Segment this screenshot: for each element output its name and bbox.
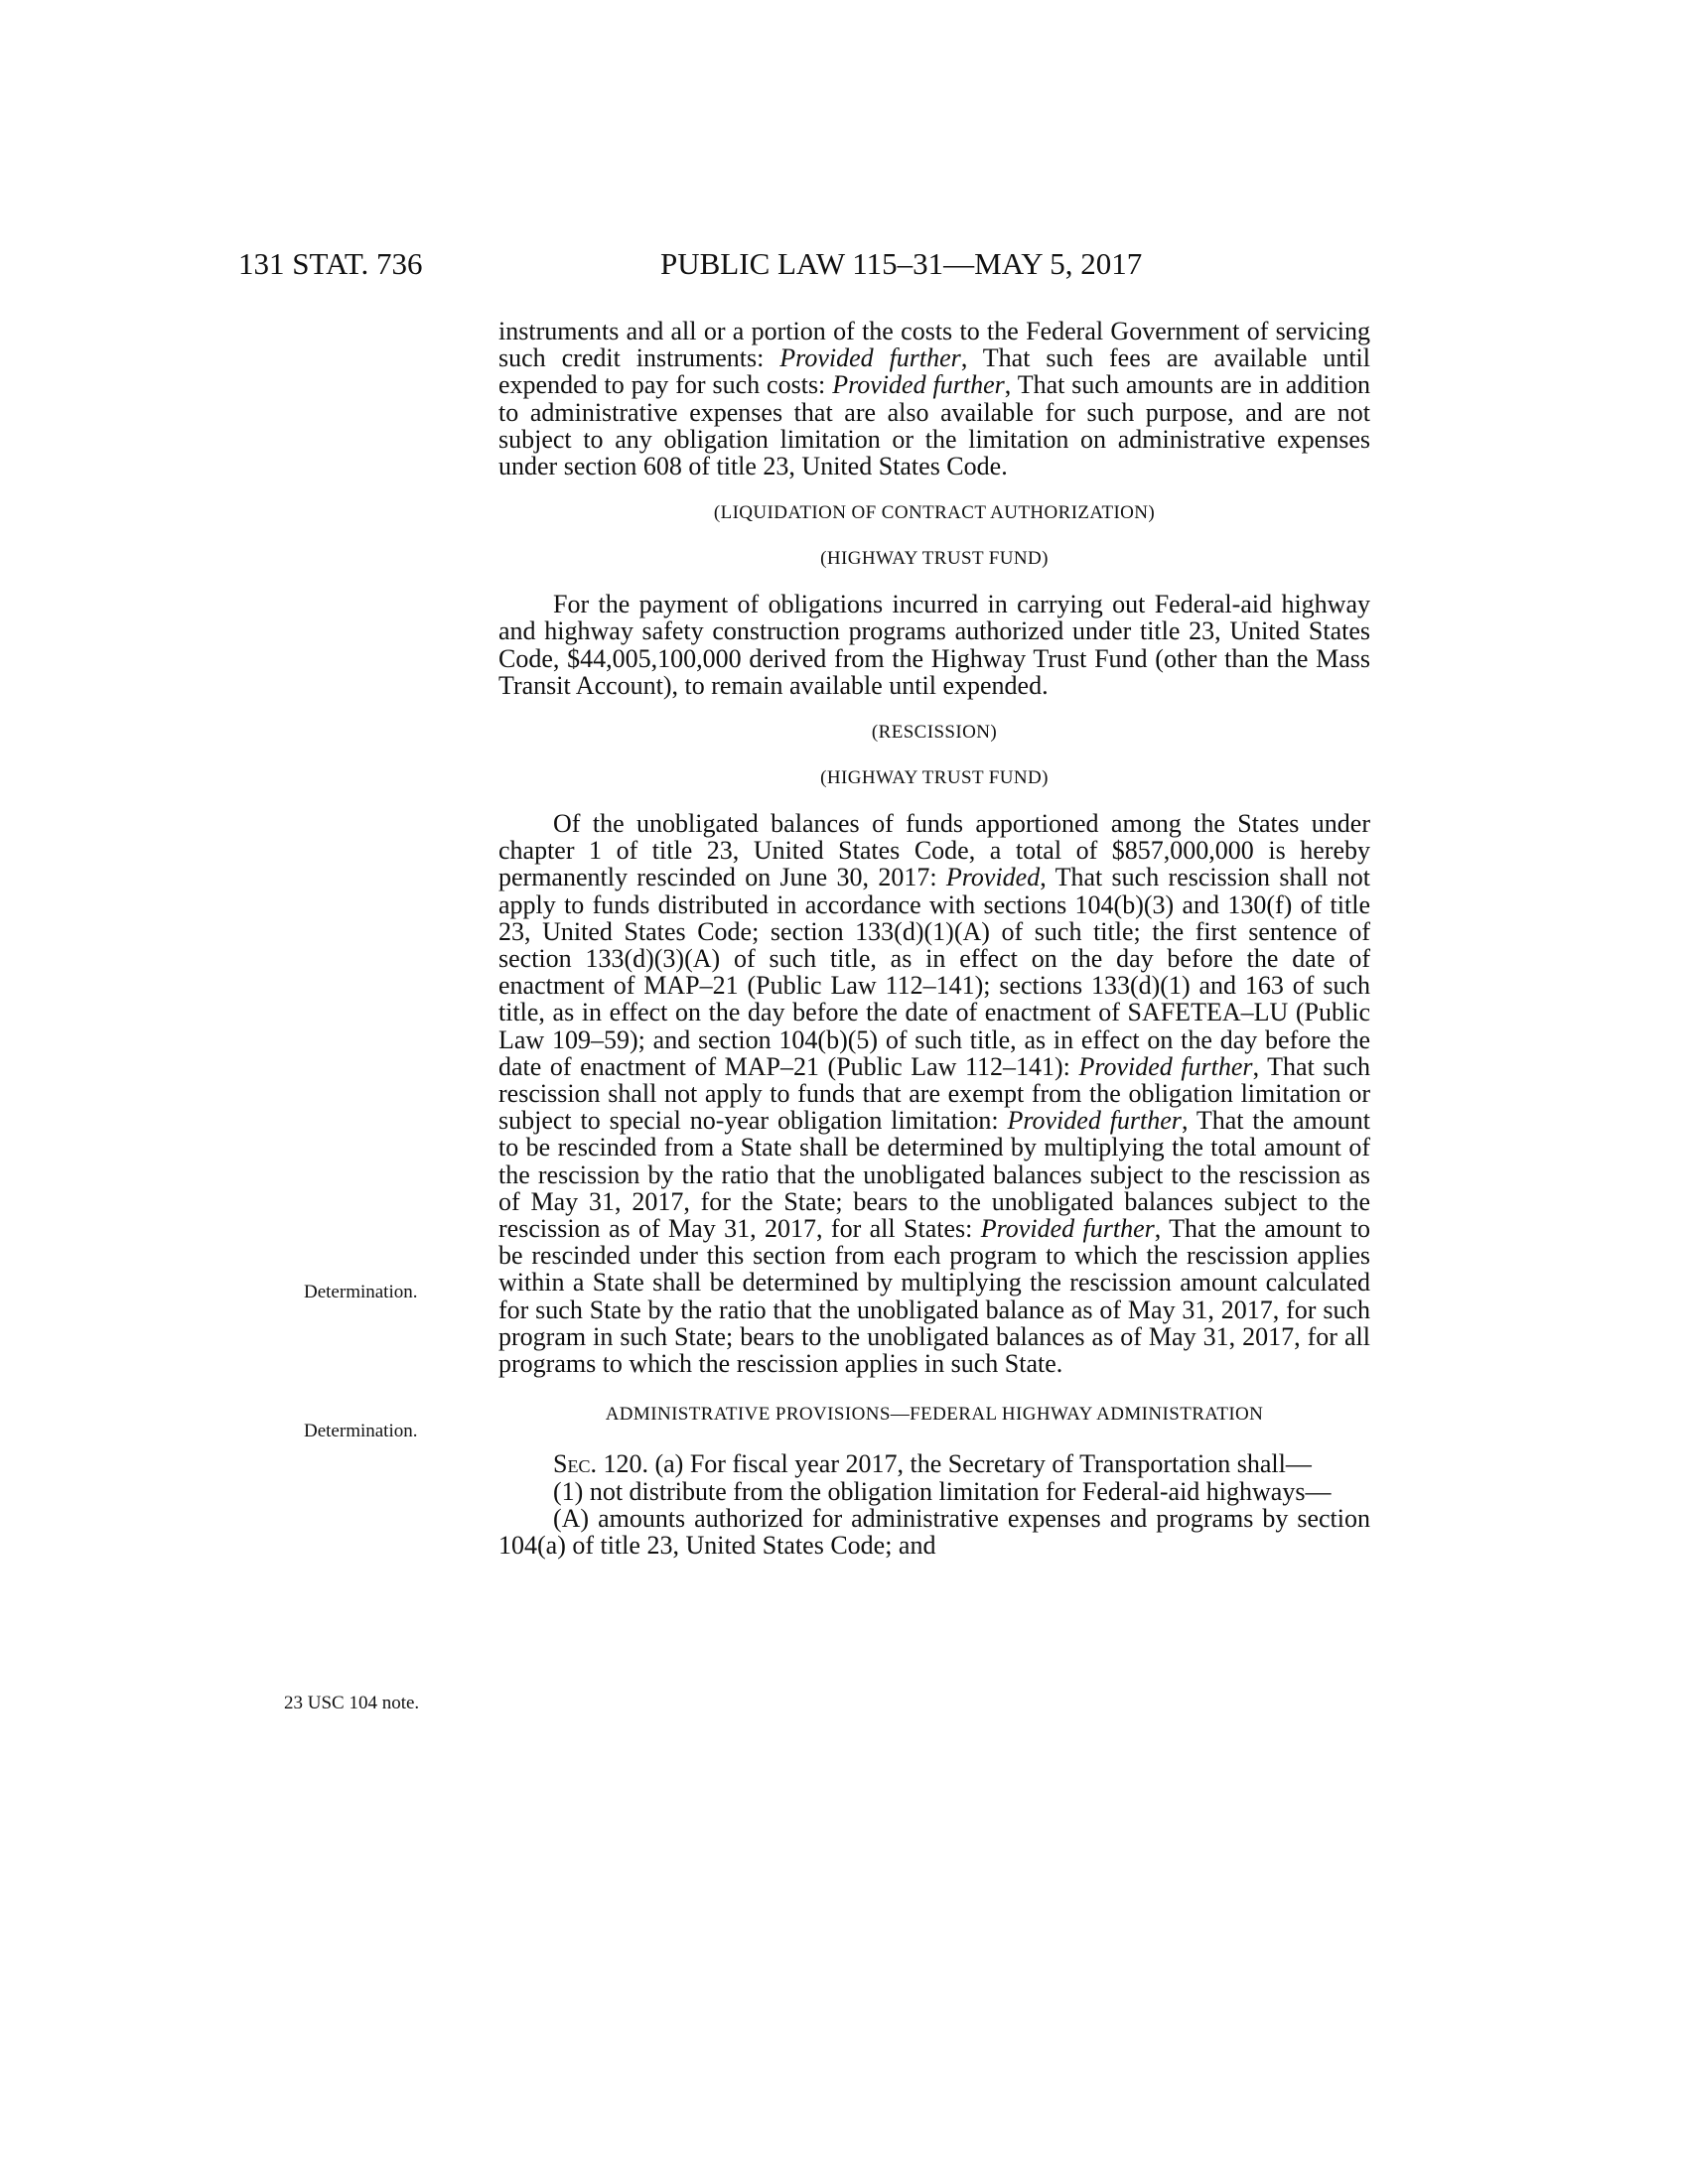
document-body	[498, 318, 1370, 1559]
proviso: Provided	[945, 863, 1041, 892]
heading-highway-trust-fund-1: (HIGHWAY TRUST FUND)	[820, 548, 1049, 570]
paragraph-section-120	[498, 1450, 1370, 1477]
text-run: Of the unobligated balances of funds apportioned among the States under chapter 1 of title 23, United States Code, a total of $857,000,000 is hereby permanently rescinded on June 30, 2017:	[498, 809, 1370, 892]
paragraph-credit-instruments	[498, 318, 1370, 479]
text-run: (a) For fiscal year 2017, the Secretary of Transportation shall—	[647, 1449, 1312, 1479]
paragraph-rescission	[498, 810, 1370, 1377]
text-run: , That such fees are available until expended to pay for such costs:	[498, 343, 1370, 400]
paragraph-120-a-1-A: (A) amounts authorized for administrative expenses and programs by section 104(a) of title 23, United States Code; and	[498, 1503, 1370, 1560]
text-run: , That the amount to be rescinded from a State shall be determined by multiplying the total amount of the rescission by the ratio that the unobligated balances subject to the rescission as of May 31, 2017, for the State; bears to the unobligated balances subject to the rescission as of May 31, 2017, for all States:	[498, 1106, 1370, 1244]
text-run: , That such rescission shall not apply to funds that are exempt from the obligation limitation or subject to special no-year obligation limitation:	[498, 1051, 1370, 1136]
heading-rescission: (RESCISSION)	[871, 722, 998, 744]
section-label: Sec. 120.	[553, 1449, 648, 1479]
paragraph-120-a-1: (1) not distribute from the obligation limitation for Federal-aid highways—	[553, 1476, 1332, 1506]
margin-note-usc: 23 USC 104 note.	[284, 1693, 420, 1713]
proviso: Provided further	[832, 370, 1005, 400]
heading-administrative-provisions: ADMINISTRATIVE PROVISIONS—FEDERAL HIGHWAY ADMINISTRATION	[605, 1404, 1264, 1426]
page-header	[238, 246, 1370, 292]
proviso: Provided further	[779, 343, 961, 373]
stat-page-number: 131 STAT. 736	[238, 246, 423, 281]
paragraph-liquidation: For the payment of obligations incurred in carrying out Federal-aid highway and highway safety construction programs authorized under title 23, United States Code, $44,005,100,000 derived from the Highway Trust Fund (other than the Mass Transit Account), to remain available until expended.	[498, 590, 1370, 700]
text-run: , That such rescission shall not apply to funds distributed in accordance with sections 104(b)(3) and 130(f) of title 23, United States Code; section 133(d)(1)(A) of such title; the first sentence of section 133(d)(3)(A) of such title, as in effect on the day before the date of enactment of MAP–21 (Public Law 112–141); sections 133(d)(1) and 163 of such title, as in effect on the day before the date of enactment of SAFETEA–LU (Public Law 109–59); and section 104(b)(5) of such title, as in effect on the day before the date of enactment of MAP–21 (Public Law 112–141):	[498, 863, 1371, 1081]
proviso: Provided further	[1078, 1051, 1253, 1081]
proviso: Provided further	[1007, 1106, 1182, 1136]
text-run: instruments and all or a portion of the costs to the Federal Government of servicing such credit instruments:	[498, 317, 1370, 373]
text-run: , That the amount to be rescinded under this section from each program to which the rescission applies within a State shall be determined by multiplying the rescission amount calculated for such State by the ratio that the unobligated balance as of May 31, 2017, for such program in such State; bears to the unobligated balances as of May 31, 2017, for all programs to which the rescission applies in such State.	[498, 1214, 1370, 1379]
heading-highway-trust-fund-2: (HIGHWAY TRUST FUND)	[820, 767, 1049, 789]
heading-liquidation: (LIQUIDATION OF CONTRACT AUTHORIZATION)	[713, 502, 1156, 524]
public-law-title: PUBLIC LAW 115–31—MAY 5, 2017	[660, 246, 1143, 281]
proviso: Provided further	[980, 1214, 1155, 1244]
margin-note-determination-2: Determination.	[304, 1421, 418, 1441]
margin-note-determination-1: Determination.	[304, 1282, 418, 1302]
text-run: , That such amounts are in addition to administrative expenses that are also available for such purpose, and are not subject to any obligation limitation or the limitation on administrative expenses under section 608 of title 23, United States Code.	[498, 370, 1371, 481]
